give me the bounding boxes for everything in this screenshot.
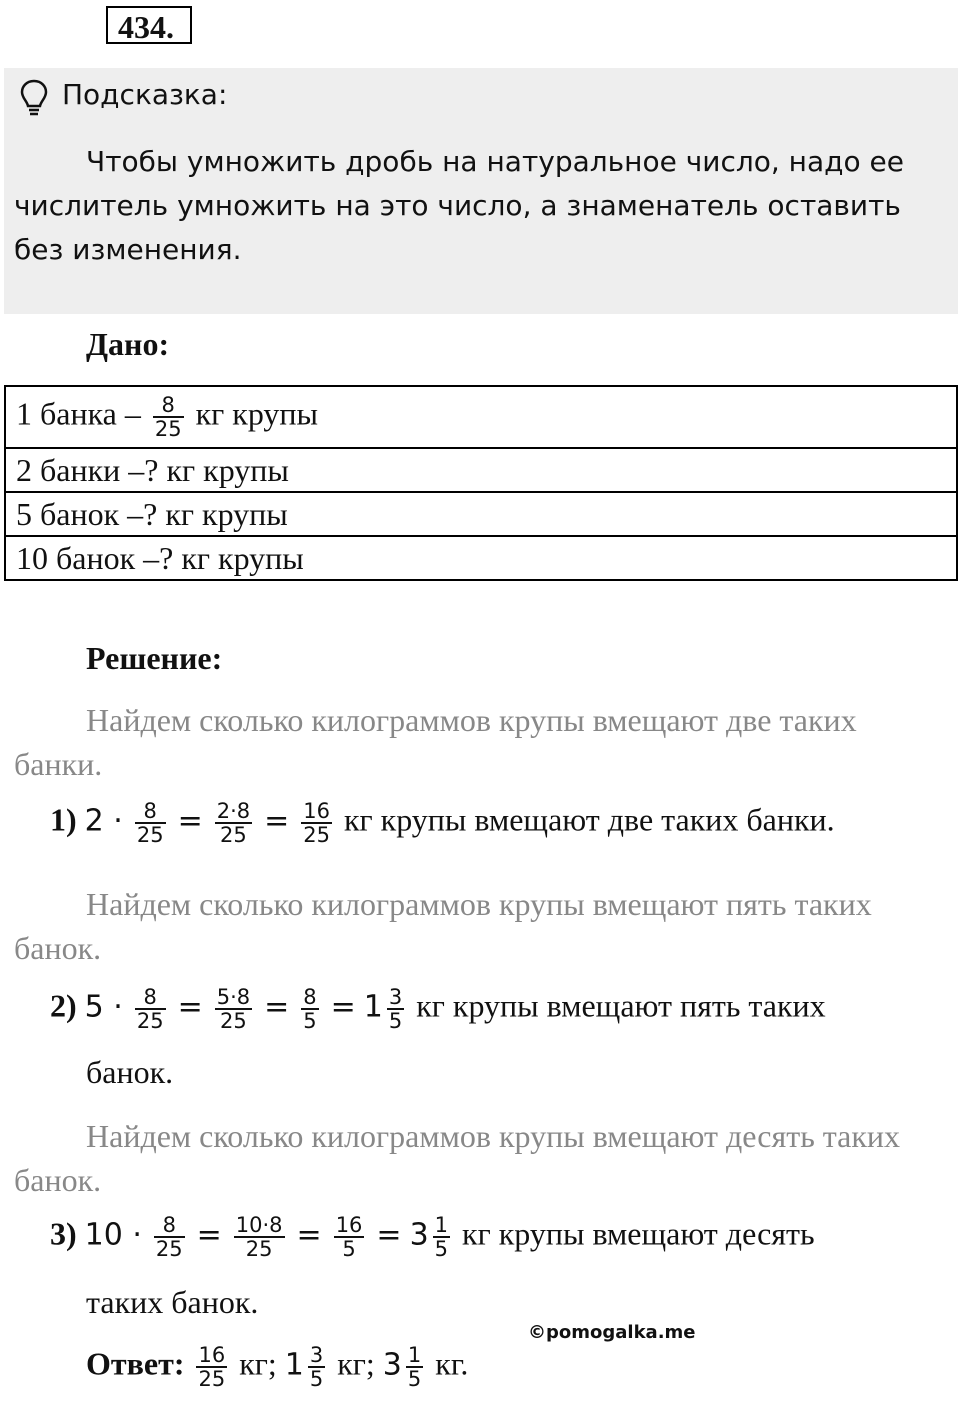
answer-unit: кг. <box>435 1345 469 1382</box>
given-cell: 5 банок –? кг крупы <box>5 492 957 536</box>
fraction <box>406 1344 423 1390</box>
fraction <box>215 986 252 1032</box>
fraction <box>154 1214 185 1260</box>
numerator: 3 <box>388 985 403 1009</box>
denominator: 5 <box>309 1367 324 1391</box>
denominator: 25 <box>215 1008 252 1032</box>
fraction <box>301 986 318 1032</box>
step-factor: 10 · <box>84 1217 142 1253</box>
denominator: 25 <box>136 1009 164 1033</box>
numerator: 8 <box>162 1213 176 1237</box>
equals-sign: = <box>330 989 356 1025</box>
given-heading: Дано: <box>86 326 170 362</box>
numerator: 5·8 <box>216 985 251 1009</box>
fraction <box>387 986 404 1032</box>
solution-step-2 <box>50 986 826 1032</box>
fraction <box>135 986 166 1032</box>
given-row <box>5 492 957 536</box>
step-label: 3) <box>50 1215 77 1252</box>
solution-note-1: Найдем сколько килограммов крупы вмещают две таких банки. <box>14 702 857 782</box>
answer-unit: кг; <box>337 1345 375 1382</box>
numerator: 2·8 <box>216 799 251 823</box>
fraction <box>215 800 252 846</box>
equals-sign: = <box>376 1217 402 1253</box>
step-label: 2) <box>50 987 77 1024</box>
denominator: 5 <box>388 1009 403 1033</box>
given-row-1-right: кг крупы <box>195 395 319 432</box>
numerator: 16 <box>303 799 330 823</box>
fraction <box>196 1344 227 1390</box>
given-cell: 2 банки –? кг крупы <box>5 448 957 492</box>
numerator: 8 <box>303 985 317 1009</box>
answer-label: Ответ: <box>86 1345 185 1382</box>
denominator: 25 <box>155 1237 183 1261</box>
numerator: 3 <box>309 1343 324 1367</box>
given-table <box>4 385 958 581</box>
lightbulb-icon <box>18 78 50 118</box>
given-row <box>5 536 957 580</box>
solution-note-2: Найдем сколько килограммов крупы вмещают пять таких банок. <box>14 886 872 966</box>
whole-part: 1 <box>363 989 383 1025</box>
fraction <box>334 1214 365 1260</box>
solution-note-3: Найдем сколько килограммов крупы вмещают десять таких банок. <box>14 1118 901 1198</box>
solution-step-3-continued: таких банок. <box>86 1284 259 1320</box>
given-row-1-left: 1 банка – <box>16 395 141 432</box>
given-cell: 10 банок –? кг крупы <box>5 536 957 580</box>
denominator: 25 <box>303 823 330 847</box>
solution-heading: Решение: <box>86 640 223 676</box>
denominator: 5 <box>303 1009 317 1033</box>
equals-sign: = <box>177 803 203 839</box>
denominator: 5 <box>407 1367 422 1391</box>
fraction <box>135 800 166 846</box>
denominator: 25 <box>215 822 252 846</box>
step-factor: 5 · <box>84 989 123 1025</box>
fraction <box>153 394 184 440</box>
numerator: 8 <box>161 393 175 417</box>
fraction <box>234 1214 285 1260</box>
denominator: 25 <box>234 1236 285 1260</box>
equals-sign: = <box>196 1217 222 1253</box>
denominator: 25 <box>154 417 182 441</box>
step-factor: 2 · <box>84 803 123 839</box>
whole-part: 3 <box>409 1217 429 1253</box>
whole-part: 3 <box>382 1347 402 1383</box>
hint-text: Чтобы умножить дробь на натуральное число, надо ее числитель умножить на это число, а знаменатель оставить без изменения. <box>14 145 904 266</box>
equals-sign: = <box>296 1217 322 1253</box>
fraction <box>433 1214 450 1260</box>
step-text: кг крупы вмещают две таких банки. <box>343 801 835 838</box>
numerator: 16 <box>335 1213 363 1237</box>
answer-line <box>86 1344 468 1390</box>
watermark: ©pomogalka.me <box>528 1322 696 1343</box>
step-text: кг крупы вмещают десять <box>462 1215 815 1252</box>
solution-step-3 <box>50 1214 815 1260</box>
numerator: 8 <box>143 985 157 1009</box>
equals-sign: = <box>264 989 290 1025</box>
numerator: 1 <box>434 1213 449 1237</box>
given-cell <box>5 386 957 448</box>
answer-unit: кг; <box>239 1345 277 1382</box>
denominator: 25 <box>136 823 164 847</box>
whole-part: 1 <box>284 1347 304 1383</box>
given-row <box>5 386 957 448</box>
equals-sign: = <box>264 803 290 839</box>
step-label: 1) <box>50 801 77 838</box>
denominator: 25 <box>198 1367 226 1391</box>
fraction <box>301 800 332 846</box>
solution-step-1 <box>50 800 835 846</box>
step-text: кг крупы вмещают пять таких <box>416 987 826 1024</box>
hint-title: Подсказка: <box>62 78 228 111</box>
equals-sign: = <box>177 989 203 1025</box>
solution-step-2-continued: банок. <box>86 1054 174 1090</box>
denominator: 5 <box>434 1237 449 1261</box>
problem-number: 434. <box>106 6 192 44</box>
numerator: 1 <box>407 1343 422 1367</box>
denominator: 5 <box>334 1236 365 1260</box>
given-row <box>5 448 957 492</box>
numerator: 8 <box>143 799 157 823</box>
numerator: 16 <box>198 1343 226 1367</box>
numerator: 10·8 <box>235 1213 283 1237</box>
fraction <box>308 1344 325 1390</box>
